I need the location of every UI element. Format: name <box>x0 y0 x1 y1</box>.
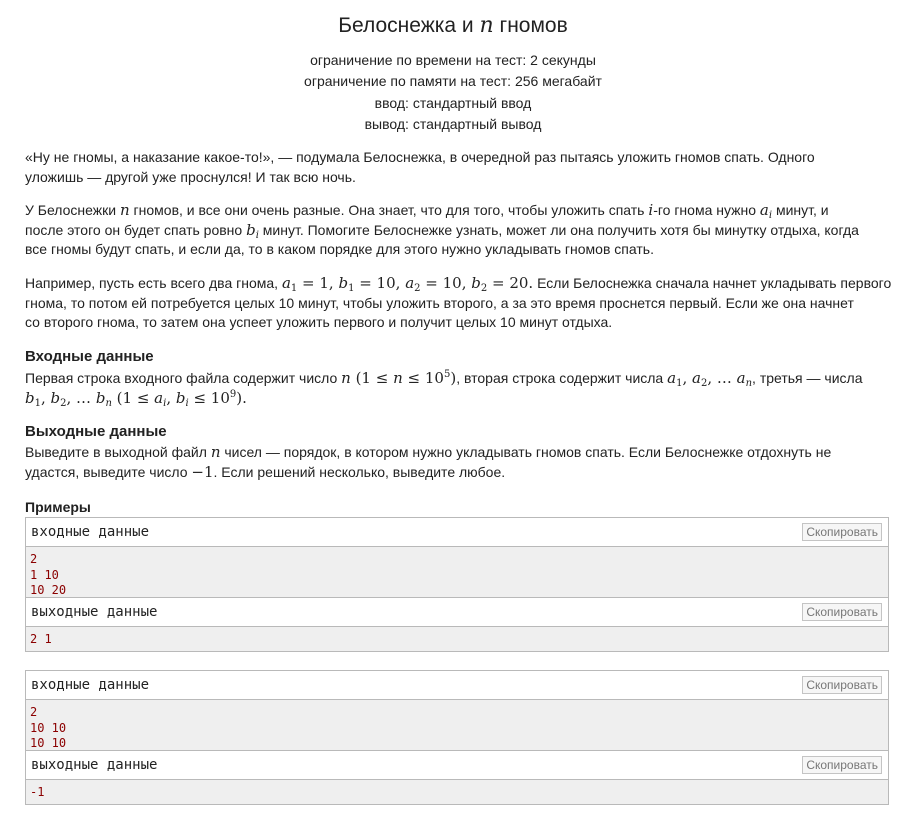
title-var-n: n <box>479 13 494 38</box>
math-b-i: $b_i$ <box>246 220 259 241</box>
math-a-sequence: $a_1$, $a_2$, … $a_n$ <box>667 369 753 389</box>
example-input: 2 1 10 10 20 <box>26 547 888 597</box>
input-specification: Первая строка входного файла содержит число n $(1 \le n \le 10^5)$, вторая строка содержит числа $a_1$, $a_2$, … $a_n$, третья — числа $b_1$, $b_2$, … $b_n$ ($1 \le a_i$, $b_i \le 10^9$). <box>25 369 863 409</box>
math-i: i <box>648 201 654 219</box>
input-label: входные данные <box>31 677 150 693</box>
example-output: -1 <box>26 780 888 804</box>
problem-title: Белоснежка и n гномов <box>338 13 568 38</box>
example-output: 2 1 <box>26 627 888 651</box>
copy-button[interactable]: Скопировать <box>802 603 882 621</box>
input-label: входные данные <box>31 524 150 540</box>
output-file: вывод: стандартный вывод <box>364 115 542 132</box>
copy-button[interactable]: Скопировать <box>802 756 882 774</box>
problem-limits <box>0 50 906 135</box>
math-minus-one: −1 <box>191 462 214 481</box>
output-section-title: Выходные данные <box>25 423 167 440</box>
example-1 <box>25 517 889 652</box>
legend-paragraph-3: Например, пусть есть всего два гнома, $a_1 = 1$, $b_1 = 10$, $a_2 = 10$, $b_2 = 20$. Если Белоснежка сначала начнет укладывать первого гнома, то потом ей потребуется целых 10 минут, чтобы уложить второго, а за это время проснется первый. Если же она начнет со второго гнома, то затем она успеет уложить первого и получит целых 10 минут отдыха. <box>25 274 892 331</box>
legend-paragraph-2: У Белоснежки n гномов, и все они очень разные. Она знает, что для того, чтобы уложить спать i-го гнома нужно $a_i$ минут, и после этого он будет спать ровно $b_i$ минут. Помогите Белоснежке узнать, может ли она получить хотя бы минутку отдыха, когда все гномы будут спать, и если да, то в каком порядке для этого нужно укладывать гномов спать. <box>25 201 859 258</box>
time-limit: ограничение по времени на тест: 2 секунды <box>310 52 596 68</box>
math-n: n <box>210 443 221 461</box>
math-example-values: $a_1 = 1$, $b_1 = 10$, $a_2 = 10$, $b_2 = 20$. <box>281 274 534 294</box>
math-b-sequence: $b_1$, $b_2$, … $b_n$ ($1 \le a_i$, $b_i \le 10^9$). <box>25 388 247 409</box>
memory-limit: ограничение по памяти на тест: 256 мегабайт <box>304 73 602 90</box>
math-a-i: $a_i$ <box>759 201 773 221</box>
example-output-header <box>26 750 888 780</box>
output-label: выходные данные <box>31 757 158 773</box>
example-2 <box>25 670 889 805</box>
math-n: n <box>119 201 130 219</box>
legend-paragraph-1: «Ну не гномы, а наказание какое-то!», — подумала Белоснежка, в очередной раз пытаясь уложить гномов спать. Одного уложишь — другой уже проснулся! И так всю ночь. <box>25 149 815 185</box>
input-section-title: Входные данные <box>25 348 154 365</box>
examples-title: Примеры <box>25 499 91 515</box>
input-file: ввод: стандартный ввод <box>374 94 532 111</box>
example-input-header <box>26 671 888 700</box>
math-n-range: n $(1 \le n \le 10^5)$ <box>341 369 457 387</box>
output-label: выходные данные <box>31 604 158 620</box>
example-output-header <box>26 597 888 627</box>
copy-button[interactable]: Скопировать <box>802 523 882 541</box>
example-input: 2 10 10 10 10 <box>26 700 888 750</box>
example-input-header <box>26 518 888 547</box>
copy-button[interactable]: Скопировать <box>802 676 882 694</box>
output-specification: Выведите в выходной файл n чисел — порядок, в котором нужно укладывать гномов спать. Если Белоснежке отдохнуть не удастся, выведите число −1. Если решений несколько, выведите любое. <box>25 443 832 481</box>
